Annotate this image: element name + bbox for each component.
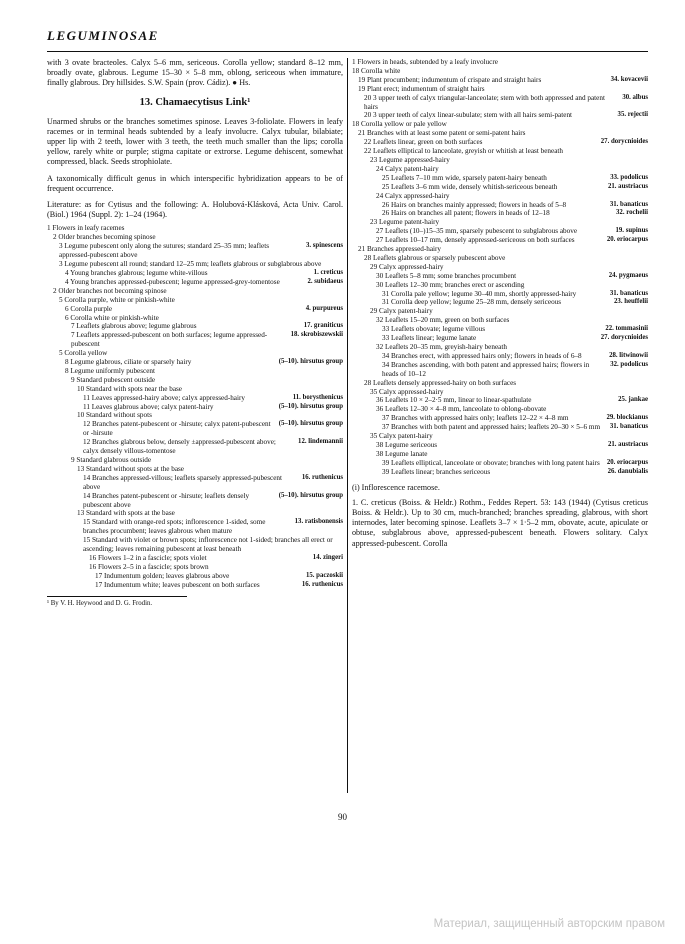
key-result-taxon: 4. purpureus — [305, 304, 343, 312]
key-couplet-line — [47, 358, 343, 367]
key-couplet-line — [352, 325, 648, 334]
key-couplet-line — [352, 76, 648, 85]
key-couplet-text: 5 Corolla yellow — [59, 349, 108, 358]
key-result-taxon: 30. albus — [622, 93, 648, 101]
key-result-taxon: 16. ruthenicus — [301, 580, 343, 588]
key-couplet-line — [47, 438, 343, 456]
key-result-taxon: 13. ratisbonensis — [294, 518, 343, 526]
key-couplet-text: 3 Legume pubescent all round; standard 12–25 mm; leaflets glabrous or subglabrous above — [59, 260, 322, 269]
key-couplet-text: 26 Hairs on branches mainly appressed; flowers in heads of 5–8 — [382, 200, 567, 209]
key-couplet-line — [352, 432, 648, 441]
running-head: LEGUMINOSAE — [47, 28, 159, 43]
key-couplet-line — [47, 474, 343, 492]
key-couplet-line — [352, 272, 648, 281]
key-couplet-text: 14 Branches appressed-villous; leaflets sparsely appressed-pubescent above — [83, 473, 282, 491]
key-couplet-line — [352, 316, 648, 325]
key-couplet-line — [47, 376, 343, 385]
key-couplet-text: 33 Leaflets linear; legume lanate — [382, 334, 477, 343]
key-couplet-line — [47, 242, 343, 260]
key-couplet-line — [352, 183, 648, 192]
key-couplet-text: 16 Flowers 1–2 in a fascicle; spots violet — [89, 553, 207, 562]
key-couplet-line — [352, 58, 648, 67]
key-couplet-line — [47, 456, 343, 465]
key-couplet-text: 27 Leaflets 10–17 mm, densely appressed-sericeous on both surfaces — [376, 236, 575, 245]
key-couplet-text: 16 Flowers 2–5 in a fascicle; spots brown — [89, 562, 209, 571]
genus-title: 13. Chamaecytisus Link¹ — [139, 96, 251, 108]
key-couplet-line — [352, 201, 648, 210]
key-couplet-line — [352, 396, 648, 405]
key-result-taxon: 34. kovacevii — [610, 75, 648, 83]
key-couplet-line — [47, 260, 343, 269]
key-couplet-text: 24 Calyx patent-hairy — [376, 164, 439, 173]
key-couplet-line — [47, 465, 343, 474]
key-couplet-text: 18 Corolla white — [352, 66, 401, 75]
key-result-taxon: 26. danubialis — [607, 467, 648, 475]
key-result-taxon: 22. tommasinii — [605, 325, 648, 333]
key-result-taxon: 19. supinus — [615, 227, 648, 235]
key-couplet-text: 30 Leaflets 12–30 mm; branches erect or ascending — [376, 280, 525, 289]
key-couplet-text: 20 3 upper teeth of calyx linear-subulate; stem with all hairs semi-patent — [364, 111, 573, 120]
key-couplet-line — [352, 459, 648, 468]
key-couplet-line — [47, 492, 343, 510]
key-couplet-text: 8 Legume glabrous, ciliate or sparsely hairy — [65, 358, 192, 367]
key-couplet-line — [352, 192, 648, 201]
key-couplet-text: 7 Leaflets glabrous above; legume glabrous — [71, 322, 197, 331]
key-couplet-text: 25 Leaflets 3–6 mm wide, densely whitish-sericeous beneath — [382, 182, 558, 191]
key-couplet-line — [352, 298, 648, 307]
key-couplet-line — [47, 287, 343, 296]
key-couplet-line — [47, 403, 343, 412]
key-couplet-text: 21 Branches appressed-hairy — [358, 245, 442, 254]
key-result-taxon: (5–10). hirsutus group — [278, 358, 343, 366]
key-couplet-line — [352, 334, 648, 343]
key-couplet-line — [352, 307, 648, 316]
key-couplet-line — [352, 263, 648, 272]
key-couplet-text: 28 Leaflets densely appressed-hairy on both surfaces — [364, 378, 517, 387]
genus-description: Unarmed shrubs or the branches sometimes spinose. Leaves 3-foliolate. Flowers in leafy racemes or in terminal heads subtended by a leafy involucre. Calyx tubular, bilabiate; upper lip with 2 teeth, lower with 3 teeth, the teeth much smaller than the lips; corolla yellow, rarely white or purple; stigma capitate or extrorse. Legume dehiscent, somewhat compressed, black. Seeds strophiolate. — [47, 116, 343, 167]
key-couplet-line — [352, 423, 648, 432]
key-couplet-text: 26 Hairs on branches all patent; flowers in heads of 12–18 — [382, 209, 550, 218]
key-result-taxon: 20. eriocarpus — [606, 236, 648, 244]
key-couplet-text: 30 Leaflets 5–8 mm; some branches procumbent — [376, 271, 517, 280]
key-result-taxon: 17. graniticus — [303, 322, 343, 330]
literature: Literature: as for Cytisus and the following: A. Holubová-Klásková, Acta Univ. Carol. (Biol.) 1964 (Suppl. 2): 1–24 (1964). — [47, 200, 343, 220]
key-couplet-line — [352, 245, 648, 254]
key-couplet-text: 9 Standard glabrous outside — [71, 456, 152, 464]
key-result-taxon: (5–10). hirsutus group — [278, 491, 343, 499]
key-couplet-line — [352, 468, 648, 477]
key-couplet-text: 13 Standard with spots at the base — [77, 509, 175, 518]
key-couplet-text: 2 Older branches not becoming spinose — [53, 286, 167, 295]
key-couplet-text: 20 3 upper teeth of calyx triangular-lanceolate; stem with both appressed and patent hairs — [364, 93, 605, 111]
key-couplet-text: 1 Flowers in leafy racemes — [47, 224, 125, 233]
key-couplet-line — [352, 361, 648, 379]
key-result-taxon: 25. jankae — [618, 396, 648, 404]
key-result-taxon: 21. austriacus — [607, 182, 648, 190]
section-subheading: (i) Inflorescence racemose. — [352, 482, 440, 492]
page-number: 90 — [338, 812, 347, 822]
taxonomic-note: A taxonomically difficult genus in which interspecific hybridization appears to be of frequent occurrence. — [47, 173, 343, 193]
key-couplet-text: 35 Calyx patent-hairy — [370, 432, 433, 441]
key-couplet-text: 27 Leaflets (10–)15–35 mm, sparsely pubescent to subglabrous above — [376, 227, 578, 236]
key-couplet-text: 19 Plant erect; indumentum of straight hairs — [358, 84, 485, 93]
key-couplet-text: 37 Branches with appressed hairs only; leaflets 12–22 × 4–8 mm — [382, 414, 569, 423]
intro-paragraph: with 3 ovate bracteoles. Calyx 5–6 mm, sericeous. Corolla yellow; standard 8–12 mm, broadly ovate, glabrous. Legume 15–30 × 5–8 mm, oblong, sericeous when immature, finally glabrous. Dry hillsides. S.W. Spain (prov. Cádiz). ● Hs. — [47, 58, 343, 88]
key-result-taxon: 15. paczoskii — [305, 571, 343, 579]
key-couplet-text: 11 Leaves appressed-hairy above; calyx appressed-hairy — [83, 393, 245, 402]
key-couplet-line — [47, 536, 343, 554]
key-couplet-line — [47, 296, 343, 305]
key-couplet-line — [352, 281, 648, 290]
key-couplet-text: 35 Calyx appressed-hairy — [370, 387, 444, 396]
right-column — [352, 58, 648, 549]
key-couplet-line — [352, 85, 648, 94]
key-couplet-line — [47, 385, 343, 394]
key-result-taxon: 32. podolicus — [610, 360, 648, 368]
key-couplet-text: 14 Branches patent-pubescent or -hirsute; leaflets densely pubescent above — [83, 491, 250, 509]
key-result-taxon: 11. borysthenicus — [292, 393, 343, 401]
key-couplet-line — [47, 224, 343, 233]
key-couplet-text: 4 Young branches glabrous; legume white-villous — [65, 268, 208, 277]
footnote: ¹ By V. H. Heywood and D. G. Frodin. — [47, 599, 153, 607]
key-couplet-line — [352, 441, 648, 450]
key-couplet-text: 12 Branches patent-pubescent or -hirsute; calyx patent-pubescent or -hirsute — [83, 420, 271, 438]
key-result-taxon: 20. eriocarpus — [606, 458, 648, 466]
key-couplet-text: 6 Corolla white or pinkish-white — [65, 313, 159, 322]
key-couplet-text: 31 Corolla deep yellow; legume 25–28 mm, densely sericeous — [382, 298, 562, 307]
key-result-taxon: 1. creticus — [313, 268, 343, 276]
key-couplet-line — [352, 165, 648, 174]
key-couplet-line — [352, 129, 648, 138]
key-couplet-line — [352, 379, 648, 388]
key-couplet-text: 34 Branches erect, with appressed hairs only; flowers in heads of 6–8 — [382, 351, 582, 360]
key-result-taxon: 33. podolicus — [610, 173, 648, 181]
key-couplet-text: 34 Branches ascending, with both patent and appressed hairs; flowers in heads of 10–12 — [382, 360, 590, 378]
key-couplet-line — [47, 572, 343, 581]
key-couplet-text: 10 Standard without spots — [77, 411, 152, 420]
key-couplet-text: 5 Corolla purple, white or pinkish-white — [59, 295, 175, 304]
key-couplet-line — [352, 227, 648, 236]
key-result-taxon: 27. dorycnioides — [600, 138, 648, 146]
key-result-taxon: 18. skrobiszewskii — [290, 331, 343, 339]
key-couplet-line — [47, 420, 343, 438]
key-couplet-line — [47, 518, 343, 536]
key-couplet-text: 9 Standard pubescent outside — [71, 375, 156, 384]
identification-key-left — [47, 224, 343, 589]
left-column — [47, 58, 343, 609]
key-couplet-text: 18 Corolla yellow or pale yellow — [352, 120, 447, 129]
key-couplet-line — [47, 581, 343, 590]
key-couplet-line — [47, 411, 343, 420]
key-couplet-text: 8 Legume uniformly pubescent — [65, 366, 156, 375]
copyright-watermark: Материал, защищенный авторским правом — [433, 918, 665, 930]
key-couplet-line — [352, 290, 648, 299]
key-couplet-text: 22 Leaflets elliptical to lanceolate, greyish or whitish at least beneath — [364, 147, 563, 156]
key-couplet-line — [47, 554, 343, 563]
key-couplet-line — [47, 233, 343, 242]
key-couplet-line — [352, 94, 648, 112]
key-couplet-text: 21 Branches with at least some patent or semi-patent hairs — [358, 129, 526, 138]
key-couplet-text: 11 Leaves glabrous above; calyx patent-hairy — [83, 402, 214, 411]
key-couplet-text: 7 Leaflets appressed-pubescent on both surfaces; legume appressed-pubescent — [71, 331, 268, 349]
key-couplet-line — [352, 343, 648, 352]
key-couplet-line — [47, 394, 343, 403]
key-couplet-text: 6 Corolla purple — [65, 304, 113, 313]
key-result-taxon: 35. rejectii — [617, 111, 648, 119]
key-couplet-line — [47, 509, 343, 518]
key-result-taxon: (5–10). hirsutus group — [278, 420, 343, 428]
key-couplet-line — [352, 352, 648, 361]
key-couplet-text: 19 Plant procumbent; indumentum of crispate and straight hairs — [358, 75, 542, 84]
key-couplet-line — [352, 450, 648, 459]
key-result-taxon: 21. austriacus — [607, 440, 648, 448]
key-result-taxon: 32. rochelii — [616, 209, 648, 217]
key-couplet-text: 23 Legume appressed-hairy — [370, 155, 450, 164]
key-couplet-line — [47, 563, 343, 572]
key-result-taxon: 2. subidaeus — [307, 277, 343, 285]
key-couplet-line — [352, 138, 648, 147]
key-couplet-text: 28 Leaflets glabrous or sparsely pubescent above — [364, 253, 506, 262]
key-result-taxon: 31. banaticus — [609, 423, 648, 431]
key-couplet-line — [352, 120, 648, 129]
key-couplet-line — [47, 349, 343, 358]
key-couplet-line — [352, 254, 648, 263]
footnote-rule — [47, 596, 187, 597]
key-couplet-text: 25 Leaflets 7–10 mm wide, sparsely patent-hairy beneath — [382, 173, 547, 182]
key-couplet-text: 3 Legume pubescent only along the sutures; standard 25–35 mm; leaflets appressed-pubescent above — [59, 242, 269, 260]
key-couplet-line — [352, 236, 648, 245]
key-couplet-text: 33 Leaflets obovate; legume villous — [382, 325, 485, 334]
key-couplet-line — [47, 314, 343, 323]
key-couplet-line — [352, 174, 648, 183]
key-couplet-line — [352, 405, 648, 414]
key-couplet-line — [47, 322, 343, 331]
key-couplet-line — [352, 156, 648, 165]
key-couplet-line — [47, 331, 343, 349]
key-couplet-text: 10 Standard with spots near the base — [77, 384, 182, 393]
key-couplet-line — [352, 209, 648, 218]
key-couplet-text: 29 Calyx patent-hairy — [370, 307, 433, 316]
key-couplet-text: 38 Legume sericeous — [376, 440, 438, 449]
identification-key-right — [352, 58, 648, 477]
key-couplet-text: 4 Young branches appressed-pubescent; legume appressed-grey-tomentose — [65, 277, 280, 286]
key-couplet-text: 39 Leaflets elliptical, lanceolate or obovate; branches with long patent hairs — [382, 458, 600, 467]
key-result-taxon: 29. blockianus — [606, 414, 648, 422]
key-couplet-line — [352, 388, 648, 397]
key-couplet-line — [47, 269, 343, 278]
key-couplet-text: 29 Calyx appressed-hairy — [370, 262, 444, 271]
key-couplet-text: 12 Branches glabrous below, densely ±appressed-pubescent above; calyx densely villous-tomentose — [83, 438, 276, 456]
key-couplet-text: 37 Branches with both patent and appressed hairs; leaflets 20–30 × 5–6 mm — [382, 423, 601, 432]
key-result-taxon: 27. dorycnioides — [600, 334, 648, 342]
key-result-taxon: 31. banaticus — [609, 200, 648, 208]
key-couplet-text: 32 Leaflets 20–35 mm, greyish-hairy beneath — [376, 343, 507, 351]
key-result-taxon: 12. lindemannii — [298, 438, 343, 446]
key-couplet-line — [47, 278, 343, 287]
key-couplet-line — [352, 111, 648, 120]
key-couplet-line — [352, 67, 648, 76]
key-couplet-text: 31 Corolla pale yellow; legume 30–40 mm, shortly appressed-hairy — [382, 289, 577, 298]
key-couplet-text: 17 Indumentum white; leaves pubescent on both surfaces — [95, 580, 260, 589]
key-couplet-text: 23 Legume patent-hairy — [370, 218, 440, 227]
key-couplet-line — [352, 147, 648, 156]
key-result-taxon: 23. heuffelii — [614, 298, 648, 306]
key-result-taxon: (5–10). hirsutus group — [278, 402, 343, 410]
key-couplet-line — [352, 414, 648, 423]
key-result-taxon: 31. banaticus — [609, 289, 648, 297]
key-result-taxon: 3. spinescens — [305, 242, 343, 250]
key-couplet-text: 15 Standard with violet or brown spots; inflorescence not 1-sided; branches all erect or ascending; leaves remaining pubescent at least beneath — [83, 536, 333, 554]
key-couplet-text: 15 Standard with orange-red spots; inflorescence 1-sided, some branches procumbent; leaves glabrous when mature — [83, 518, 266, 536]
key-couplet-text: 38 Legume lanate — [376, 449, 428, 458]
key-couplet-text: 17 Indumentum golden; leaves glabrous above — [95, 571, 230, 580]
species-paragraph: 1. C. creticus (Boiss. & Heldr.) Rothm., Feddes Repert. 53: 143 (1944) (Cytisus creticus Boiss. & Heldr.). Up to 30 cm, much-branched; branches spreading, glabrous, with short internodes, later becoming spinose. Leaflets 3–7 × 1·5–2 mm, obovate, acute, apiculate or obtuse, subglabrous above, appressed-pubescent beneath. Flowers solitary. Calyx appressed-pubescent. Corolla — [352, 497, 648, 548]
column-divider — [347, 58, 348, 793]
key-couplet-text: 1 Flowers in heads, subtended by a leafy involucre — [352, 58, 498, 66]
key-couplet-text: 36 Leaflets 12–30 × 4–8 mm, lanceolate to oblong-obovate — [376, 405, 547, 414]
key-result-taxon: 16. ruthenicus — [301, 473, 343, 481]
key-couplet-line — [352, 218, 648, 227]
key-couplet-text: 13 Standard without spots at the base — [77, 464, 184, 473]
key-couplet-line — [47, 367, 343, 376]
header-rule — [47, 51, 648, 52]
key-result-taxon: 14. zingeri — [312, 553, 343, 561]
key-couplet-text: 22 Leaflets linear, green on both surfaces — [364, 138, 483, 147]
key-couplet-text: 39 Leaflets linear; branches sericeous — [382, 467, 491, 476]
key-couplet-text: 2 Older branches becoming spinose — [53, 233, 156, 242]
key-couplet-text: 36 Leaflets 10 × 2–2·5 mm, linear to linear-spathulate — [376, 396, 532, 405]
key-couplet-line — [47, 305, 343, 314]
key-couplet-text: 32 Leaflets 15–20 mm, green on both surfaces — [376, 316, 510, 325]
key-result-taxon: 24. pygmaeus — [608, 271, 648, 279]
key-couplet-text: 24 Calyx appressed-hairy — [376, 191, 450, 200]
key-result-taxon: 28. litwinowii — [609, 351, 648, 359]
